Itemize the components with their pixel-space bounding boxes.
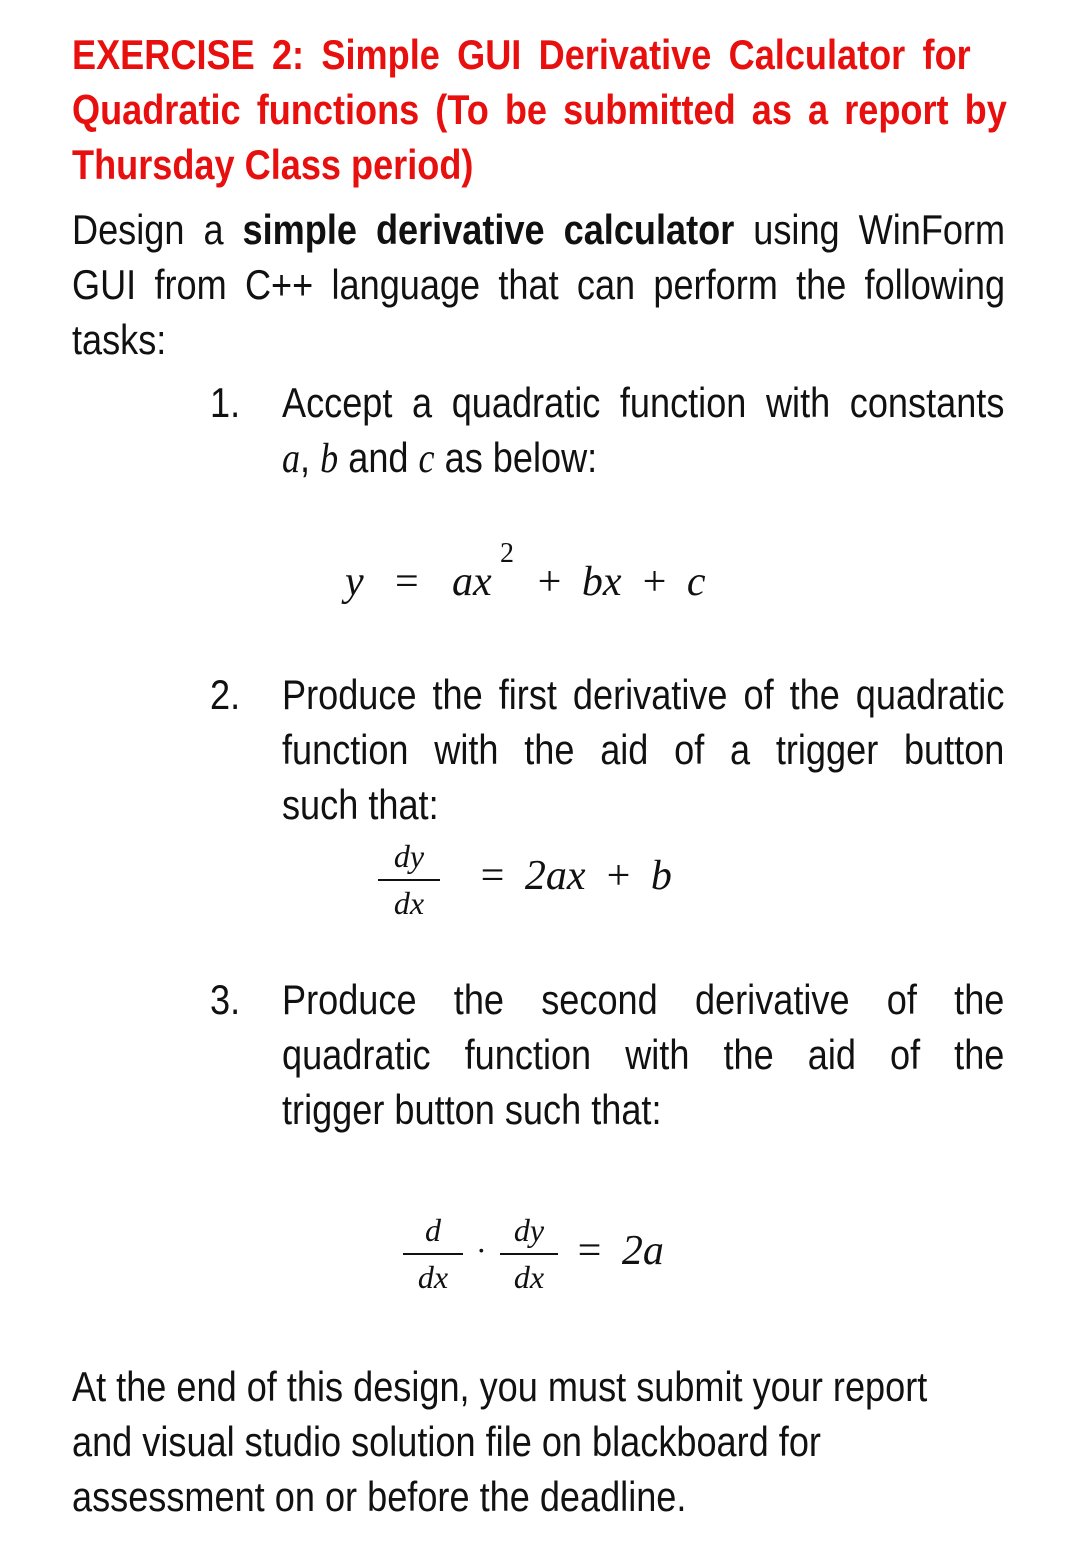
- var-c: c: [418, 436, 435, 482]
- var-a: a: [282, 436, 301, 482]
- item-line: such that:: [282, 781, 439, 828]
- eq-terms: + bx + c: [535, 559, 706, 605]
- title-line: EXERCISE 2: Simple GUI Derivative Calculator for: [72, 31, 971, 78]
- item-line: Produce the first derivative of the quadratic: [282, 671, 1005, 718]
- intro-text: using WinForm: [734, 206, 1006, 253]
- fraction: [403, 1212, 463, 1296]
- numerator: dy: [513, 1212, 545, 1248]
- intro-bold: simple derivative calculator: [242, 206, 735, 253]
- fraction: [378, 838, 440, 922]
- numerator: dy: [393, 838, 425, 874]
- closing-line: assessment on or before the deadline.: [72, 1473, 687, 1520]
- eq-rhs: = 2a: [575, 1228, 664, 1274]
- intro-line: GUI from C++ language that can perform the following: [72, 261, 1006, 308]
- eq-equals: =: [395, 559, 419, 605]
- intro-line: tasks:: [72, 316, 167, 363]
- item-line: Accept a quadratic function with constants: [282, 379, 1005, 426]
- item-number: 3.: [210, 976, 241, 1023]
- numerator: d: [425, 1212, 441, 1248]
- item-number: 1.: [210, 379, 241, 426]
- denominator: dx: [513, 1259, 545, 1295]
- item-line: trigger button such that:: [282, 1086, 662, 1133]
- item-number: 2.: [210, 671, 241, 718]
- item-line: function with the aid of a trigger button: [282, 726, 1005, 773]
- item-line: Produce the second derivative of the: [282, 976, 1005, 1023]
- eq-exponent: 2: [500, 538, 514, 569]
- eq-rhs: = 2ax + b: [478, 853, 672, 899]
- var-b: b: [320, 436, 339, 482]
- closing-line: and visual studio solution file on blackboard for: [72, 1418, 821, 1465]
- title-line: Thursday Class period): [72, 141, 474, 188]
- fraction: [500, 1212, 558, 1296]
- eq-term: ax: [452, 559, 492, 605]
- and-text: and: [338, 434, 419, 481]
- item-line: quadratic function with the aid of the: [282, 1031, 1005, 1078]
- denominator: dx: [393, 885, 425, 921]
- eq-lhs: y: [345, 559, 364, 605]
- closing-line: At the end of this design, you must submit your report: [72, 1363, 928, 1410]
- title-line: Quadratic functions (To be submitted as a report by: [72, 86, 1007, 133]
- sep: ,: [300, 434, 321, 481]
- dot: ·: [476, 1232, 487, 1268]
- intro-text: Design a: [72, 206, 243, 253]
- as-below-text: as below:: [434, 434, 598, 481]
- denominator: dx: [417, 1259, 449, 1295]
